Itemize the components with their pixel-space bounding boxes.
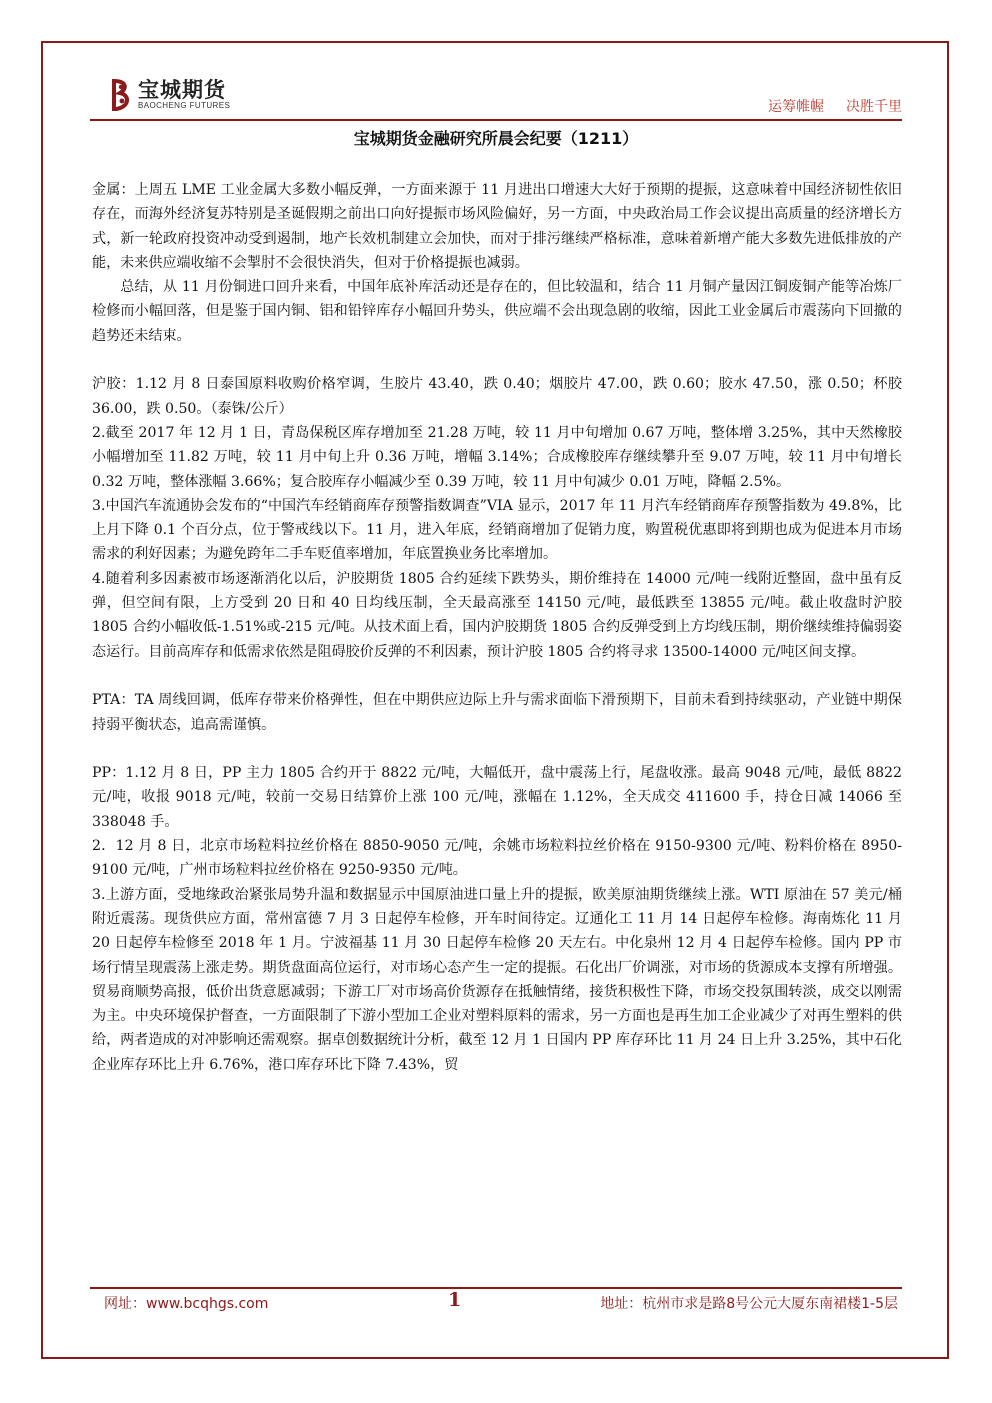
document-body bbox=[92, 178, 902, 1077]
logo-mark-icon bbox=[108, 78, 134, 112]
rubber-paragraph-2: 2.截至 2017 年 12 月 1 日，青岛保税区库存增加至 21.28 万吨，较 11 月中旬增加 0.67 万吨，整体增 3.25%，其中天然橡胶小幅增加至 11.82 万吨，较 11 月中旬上升 0.36 万吨，增幅 3.14%；合成橡胶库存继续攀升至 9.07 万吨，较 11 月中旬增长 0.32 万吨，整体涨幅 3.66%；复合胶库存小幅减少至 0.39 万吨，较 11 月中旬减少 0.01 万吨，降幅 2.5%。 bbox=[92, 424, 902, 490]
document-title: 宝城期货金融研究所晨会纪要（1211） bbox=[353, 129, 639, 148]
footer-website: 网址：www.bcqhgs.com bbox=[104, 1296, 269, 1312]
header-divider bbox=[90, 119, 902, 121]
footer-address: 地址：杭州市求是路8号公元大厦东南裙楼1-5层 bbox=[600, 1296, 898, 1312]
pta-paragraph: PTA：TA 周线回调，低库存带来价格弹性，但在中期供应边际上升与需求面临下滑预期下，目前未看到持续驱动，产业链中期保持弱平衡状态，追高需谨慎。 bbox=[92, 692, 902, 733]
slogan-part-2: 决胜千里 bbox=[846, 99, 902, 115]
rubber-paragraph-4: 4.随着利多因素被市场逐渐消化以后，沪胶期货 1805 合约延续下跌势头，期价维持在 14000 元/吨一线附近整固，盘中虽有反弹，但空间有限，上方受到 20 日和 40 日均线压制，全天最高涨至 14150 元/吨，最低跌至 13855 元/吨。截止收盘时沪胶 1805 合约小幅收低-1.51%或-215 元/吨。从技术面上看，国内沪胶期货 1805 合约反弹受到上方均线压制，期价继续维持偏弱姿态运行。目前高库存和低需求依然是阻碍胶价反弹的不利因素，预计沪胶 1805 合约将寻求 13500-14000 元/吨区间支撑。 bbox=[92, 570, 902, 660]
metal-paragraph-2: 总结，从 11 月份铜进口回升来看，中国年底补库活动还是存在的，但比较温和，结合 11 月铜产量因江铜废铜产能等冶炼厂检修而小幅回落，但是鉴于国内铜、铝和铅锌库存小幅回升势头，供应端不会出现急剧的收缩，因此工业金属后市震荡向下回撤的趋势还未结束。 bbox=[92, 279, 902, 344]
rubber-paragraph-1: 沪胶：1.12 月 8 日泰国原料收购价格窄调，生胶片 43.40，跌 0.40；烟胶片 47.00，跌 0.60；胶水 47.50，涨 0.50；杯胶 36.00，跌 0.50。（泰铢/公斤） bbox=[92, 376, 902, 417]
header-slogan bbox=[746, 96, 902, 116]
page-footer bbox=[90, 1289, 902, 1322]
pp-paragraph-3: 3.上游方面，受地缘政治紧张局势升温和数据显示中国原油进口量上升的提振，欧美原油期货继续上涨。WTI 原油在 57 美元/桶附近震荡。现货供应方面，常州富德 7 月 3 日起停车检修，开车时间待定。辽通化工 11 月 14 日起停车检修。海南炼化 11 月 20 日起停车检修至 2018 年 1 月。宁波福基 11 月 30 日起停车检修 20 天左右。中化泉州 12 月 4 日起停车检修。国内 PP 市场行情呈现震荡上涨走势。期货盘面高位运行，对市场心态产生一定的提振。石化出厂价调涨，对市场的货源成本支撑有所增强。贸易商顺势高报，低价出货意愿减弱；下游工厂对市场高价货源存在抵触情绪，接货积极性下降，市场交投氛围转淡，成交以刚需为主。中央环境保护督查，一方面限制了下游小型加工企业对塑料原料的需求，另一方面也是再生加工企业减少了对再生塑料的供给，两者造成的对冲影响还需观察。据卓创数据统计分析，截至 12 月 1 日国内 PP 库存环比 11 月 24 日上升 3.25%，其中石化企业库存环比上升 6.76%，港口库存环比下降 7.43%，贸 bbox=[92, 886, 903, 1073]
logo-chinese-name: 宝城期货 bbox=[138, 77, 226, 102]
metal-paragraph-1: 金属：上周五 LME 工业金属大多数小幅反弹，一方面来源于 11 月进出口增速大大好于预期的提振，这意味着中国经济韧性依旧存在，而海外经济复苏特别是圣诞假期之前出口向好提振市场风险偏好，另一方面，中央政治局工作会议提出高质量的经济增长方式，新一轮政府投资冲动受到遏制，地产长效机制建立会加快，而对于排污继续严格标准，意味着新增产能大多数先进低排放的产能，未来供应端收缩不会掣肘不会很快消失，但对于价格提振也减弱。 bbox=[92, 182, 902, 271]
rubber-paragraph-3: 3.中国汽车流通协会发布的“中国汽车经销商库存预警指数调查”VIA 显示，2017 年 11 月汽车经销商库存预警指数为 49.8%，比上月下降 0.1 个百分点，位于警戒线以下。11 月，进入年底，经销商增加了促销力度，购置税优惠即将到期也成为促进本月市场需求的利好因素；为避免跨年二手车贬值率增加，年底置换业务比率增加。 bbox=[92, 497, 902, 563]
logo-english-name: BAOCHENG FUTURES bbox=[138, 101, 231, 110]
slogan-part-1: 运筹帷幄 bbox=[768, 99, 824, 115]
pp-paragraph-2: 2．12 月 8 日，北京市场粒料拉丝价格在 8850-9050 元/吨，余姚市场粒料拉丝价格在 9150-9300 元/吨、粉料价格在 8950-9100 元/吨，广州市场粒料拉丝价格在 9250-9350 元/吨。 bbox=[92, 838, 902, 879]
footer-divider bbox=[90, 1287, 902, 1289]
company-logo bbox=[108, 78, 230, 112]
page-number: 1 bbox=[448, 1289, 462, 1311]
page-header bbox=[90, 68, 902, 120]
pp-paragraph-1: PP：1.12 月 8 日，PP 主力 1805 合约开于 8822 元/吨，大幅低开，盘中震荡上行，尾盘收涨。最高 9048 元/吨，最低 8822 元/吨，收报 9018 元/吨，较前一交易日结算价上涨 100 元/吨，涨幅在 1.12%，全天成交 411600 手，持仓日减 14066 至 338048 手。 bbox=[92, 765, 902, 830]
